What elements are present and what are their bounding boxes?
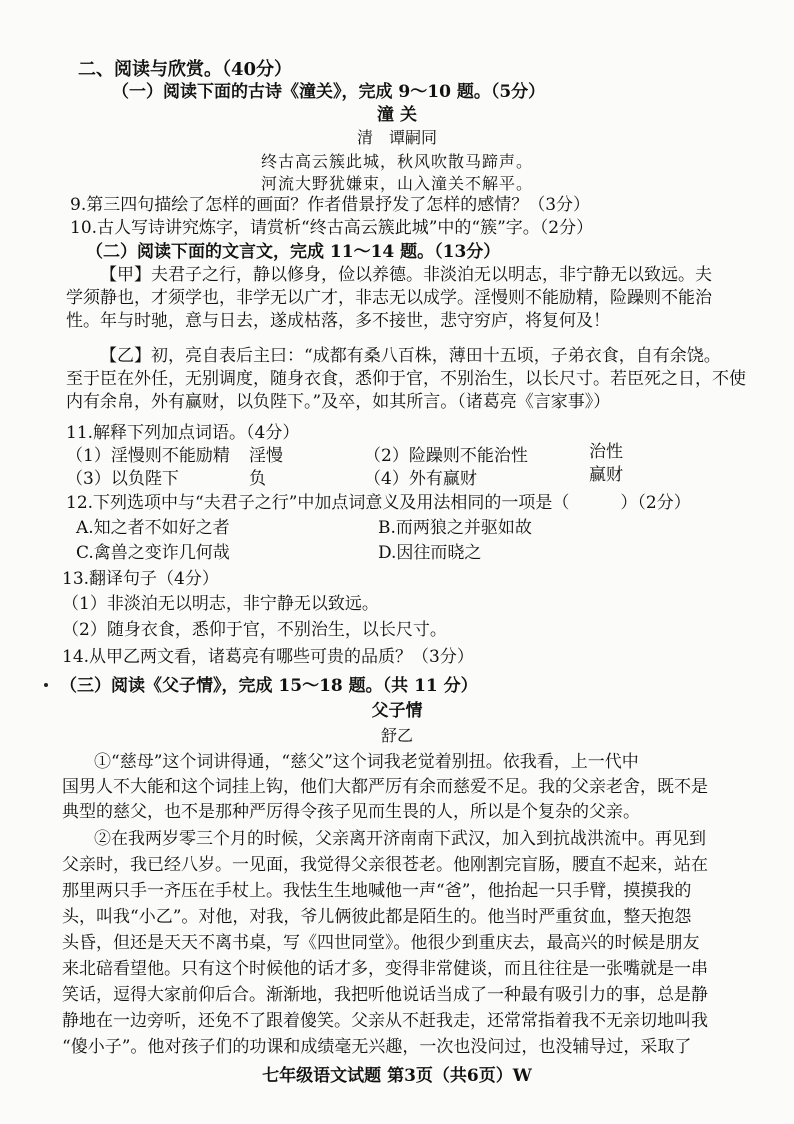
article-line: ①“慈母”这个词讲得通，“慈父”这个词我老觉着别扭。依我看，上一代中 [94, 752, 639, 772]
q11-item-1: （1）淫慢则不能励精 [66, 446, 230, 466]
part3-heading: （三）阅读《父子情》，完成 15～18 题。（共 11 分） [60, 676, 478, 696]
article-author: 舒乙 [380, 726, 413, 745]
q12-option-b: B.而两狼之并驱如故 [378, 518, 532, 538]
q13-item-2: （2）随身衣食，悉仰于官，不别治生，以长尺寸。 [62, 620, 447, 640]
article-line: 那里两只手一齐压在手杖上。我怯生生地喊他一声“爸”，他抬起一只手臂，摸摸我的 [62, 881, 692, 901]
part2-heading: （二）阅读下面的文言文，完成 11～14 题。（13分） [86, 242, 501, 262]
question-11: 11.解释下列加点词语。（4分） [66, 423, 300, 443]
article-line: 头昏，但还是天天不离书桌，写《四世同堂》。他很少到重庆去，最高兴的时候是朋友 [62, 933, 700, 953]
q12-option-a: A.知之者不如好之者 [76, 518, 230, 538]
yi-text-line: 【乙】初，亮自表后主曰：“成都有桑八百株，薄田十五顷，子弟衣食，自有余饶。 [100, 346, 721, 366]
stray-mark [44, 683, 48, 687]
poem-author: 清 谭嗣同 [356, 128, 437, 147]
q13-item-1: （1）非淡泊无以明志，非宁静无以致远。 [62, 594, 379, 614]
yi-text-line: 至于臣在外任，无别调度，随身衣食，悉仰于官，不别治生，以长尺寸。若臣死之日，不使 [66, 369, 746, 389]
q11-word-4: 赢财 [589, 465, 623, 485]
question-9: 9.第三四句描绘了怎样的画面？作者借景抒发了怎样的感情？（3分） [70, 195, 591, 215]
q12-option-c: C.禽兽之变诈几何哉 [76, 543, 230, 563]
jia-text-line: 性。年与时驰，意与日去，遂成枯落，多不接世，悲守穷庐，将复何及！ [66, 311, 610, 331]
article-line: 典型的慈父，也不是那种严厉得令孩子见而生畏的人，所以是个复杂的父亲。 [62, 802, 640, 822]
page-footer: 七年级语文试题 第3页（共6页）W [262, 1066, 532, 1086]
q11-word-2: 治性 [589, 442, 623, 462]
article-line: 笑话，逗得大家前仰后合。渐渐地，我把听他说话当成了一种最有吸引力的事，总是静 [62, 985, 708, 1005]
article-title: 父子情 [371, 701, 423, 721]
poem-line: 终古高云簇此城，秋风吹散马蹄声。 [260, 152, 533, 171]
question-13: 13.翻译句子（4分） [62, 569, 219, 589]
question-10: 10.古人写诗讲究炼字，请赏析“终古高云簇此城”中的“簇”字。（2分） [70, 218, 594, 238]
jia-text-line: 【甲】夫君子之行，静以修身，俭以养德。非淡泊无以明志，非宁静无以致远。夫 [100, 265, 712, 285]
section-title: 二、阅读与欣赏。（40分） [78, 59, 293, 80]
article-line: 静地在一边旁听，还免不了跟着傻笑。父亲从不赶我走，还常常指着我不无亲切地叫我 [62, 1011, 708, 1031]
yi-text-line: 内有余帛，外有赢财，以负陛下。”及卒，如其所言。（诸葛亮《言家事》） [66, 392, 611, 412]
q11-word-1: 淫慢 [249, 446, 283, 466]
question-12: 12.下列选项中与“夫君子之行”中加点词意义及用法相同的一项是（ ）（2分） [66, 493, 691, 513]
article-line: 父亲时，我已经八岁。一见面，我觉得父亲很苍老。他刚割完盲肠，腰直不起来，站在 [62, 855, 708, 875]
q11-word-3: 负 [249, 469, 266, 489]
q11-item-2: （2）险躁则不能治性 [364, 446, 528, 466]
article-line: “傻小子”。他对孩子们的功课和成绩毫无兴趣，一次也没问过，也没辅导过，采取了 [62, 1037, 692, 1057]
jia-text-line: 学须静也，才须学也，非学无以广才，非志无以成学。淫慢则不能励精，险躁则不能治 [66, 288, 712, 308]
article-line: 来北碚看望他。只有这个时候他的话才多，变得非常健谈，而且往往是一张嘴就是一串 [62, 959, 708, 979]
q11-item-4: （4）外有赢财 [364, 469, 477, 489]
poem-title: 潼 关 [377, 105, 417, 125]
article-line: ②在我两岁零三个月的时候，父亲离开济南南下武汉，加入到抗战洪流中。再见到 [94, 829, 706, 849]
q11-item-3: （3）以负陛下 [66, 469, 179, 489]
article-line: 头，叫我“小乙”。对他，对我，爷儿俩彼此都是陌生的。他当时严重贫血，整天抱怨 [62, 907, 692, 927]
article-line: 国男人不大能和这个词挂上钩，他们大都严厉有余而慈爱不足。我的父亲老舍，既不是 [62, 777, 708, 797]
poem-line: 河流大野犹嫌束，山入潼关不解平。 [260, 174, 533, 193]
part1-heading: （一）阅读下面的古诗《潼关》，完成 9～10 题。（5分） [112, 82, 546, 102]
question-14: 14.从甲乙两文看，诸葛亮有哪些可贵的品质？（3分） [62, 647, 474, 667]
q12-option-d: D.因往而晓之 [378, 543, 482, 563]
